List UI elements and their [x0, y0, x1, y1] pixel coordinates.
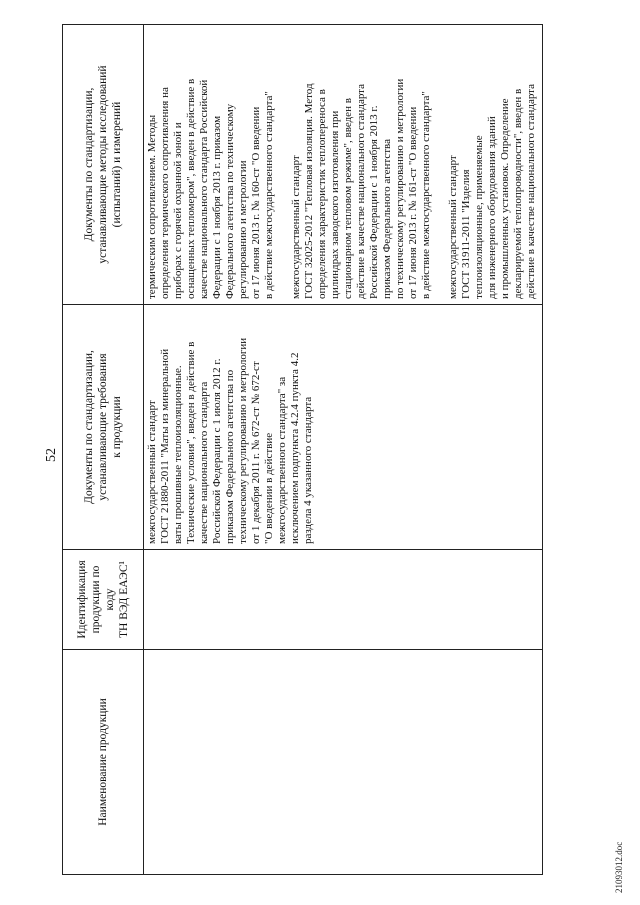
standards-table: [62, 24, 543, 875]
cell-requirement-documents: [144, 305, 543, 550]
methods-text-1: термическим сопротивлением. Методы определения термического сопротивления на приборах с горячей охранной зоной и оснащенных тепломером", введен в действие в качестве национального стандарта Российской Федерации с 1 ноября 2013 г. приказом Федерального агентства по техническому регулированию и метрологии от 17 июня 2013 г. № 160-ст "О введении в действие межгосударственного стандарта": [146, 78, 275, 299]
header-product-name: Наименование продукции: [63, 650, 144, 875]
methods-text-2: межгосударственный стандарт ГОСТ 32025-2012 "Тепловая изоляция. Метод определения характеристик теплопереноса в цилиндрах заводского изготовления при стационарном тепловом режиме", введен в действие в качестве национального стандарта Российской Федерации с 1 ноября 2013 г. приказом Федерального агентства по техническому регулированию и метрологии от 17 июня 2013 г. № 161-ст "О введении в действие межгосударственного стандарта": [290, 78, 432, 299]
header-method-documents: Документы по стандартизации, устанавливающие методы исследований (испытаний) и измерений: [63, 25, 144, 305]
methods-text-3: межгосударственный стандарт ГОСТ 31911-2011 "Изделия теплоизоляционные, применяемые для инженерного оборудования зданий и промышленных установок. Определение декларируемой теплопроводности", введен в действие в качестве национального стандарта: [447, 83, 537, 299]
cell-tn-ved-code: [144, 550, 543, 650]
page-number: 52: [44, 448, 59, 462]
file-name: 21093012.doc: [614, 841, 624, 893]
cell-product-name: [144, 650, 543, 875]
header-tn-ved-code: Идентификация продукции по коду ТН ВЭД ЕАЭС¹: [63, 550, 144, 650]
header-requirement-documents: Документы по стандартизации, устанавливающие требования к продукции: [63, 305, 144, 550]
requirements-text: межгосударственный стандарт ГОСТ 21880-2011 "Маты из минеральной ваты прошивные теплоизоляционные. Технические условия", введен в действие в качестве национального стандарта Российской Федерации с 1 июля 2012 г. приказом Федерального агентства по техническому регулированию и метрологии от 1 декабря 2011 г. № 672-ст № 672-ст "О введении в действие межгосударственного стандарта" за исключением подпункта 4.2.4 пункта 4.2 раздела 4 указанного стандарта: [146, 337, 314, 544]
table-row: [144, 25, 543, 875]
cell-method-documents: [144, 25, 543, 305]
table-header-row: [63, 25, 144, 875]
